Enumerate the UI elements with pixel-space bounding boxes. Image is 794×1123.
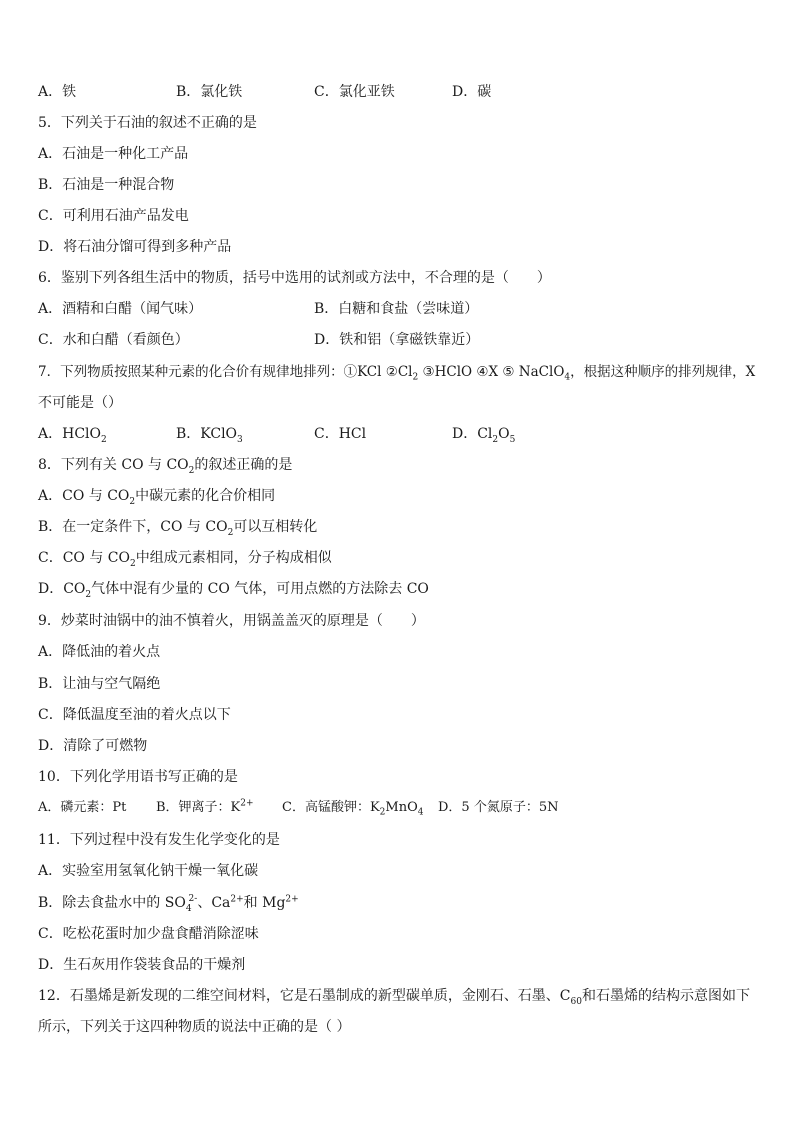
- q8-option-a: A．CO 与 $CO_2$中碳元素的化合价相同: [38, 488, 276, 507]
- q12-stem: 12．石墨烯是新发现的二维空间材料，它是石墨制成的新型碳单质，金刚石、石墨、$C_{60}$和石墨烯的结构示意图如下所示，下列关于这四种物质的说法中正确的是（ ）: [38, 988, 750, 1035]
- q10-option-c: C．高锰酸钾：$K_2MnO_4$: [282, 800, 424, 818]
- q4-option-c: C．氯化亚铁: [314, 84, 395, 100]
- q10-option-b: B．钾离子：$K^{2+}$: [156, 798, 254, 815]
- q8-option-b: B．在一定条件下，CO 与 $CO_2$可以互相转化: [38, 519, 318, 538]
- q6-option-b: B．白糖和食盐（尝味道）: [314, 301, 479, 317]
- q4-option-d: D．碳: [452, 84, 492, 100]
- q9-option-b: B．让油与空气隔绝: [38, 676, 161, 692]
- q10-option-d: D．5 个氮原子：5N: [438, 800, 559, 815]
- q9-option-a: A．降低油的着火点: [38, 644, 161, 660]
- q7-option-c: C．HCl: [314, 426, 367, 442]
- q5-stem: 5．下列关于石油的叙述不正确的是: [38, 115, 257, 131]
- q11-option-a: A．实验室用氢氧化钠干燥一氧化碳: [38, 863, 259, 879]
- q8-option-d: D．$CO_2$气体中混有少量的 CO 气体，可用点燃的方法除去 CO: [38, 581, 429, 600]
- q5-option-d: D．将石油分馏可得到多种产品: [38, 239, 232, 255]
- q5-option-b: B．石油是一种混合物: [38, 177, 175, 193]
- q7-stem: 7．下列物质按照某种元素的化合价有规律地排列：①KCl $②Cl_2$ ③HClO ④X ⑤ NaClO$_4$，根据这种顺序的排列规律，X: [38, 364, 756, 383]
- q10-option-a: A．磷元素：Pt: [38, 800, 127, 815]
- q4-option-b: B．氯化铁: [176, 84, 243, 100]
- q8-option-c: C．CO 与 $CO_2$中组成元素相同，分子构成相似: [38, 550, 332, 569]
- q5-option-c: C．可利用石油产品发电: [38, 208, 189, 224]
- q4-option-a: A．铁: [38, 84, 77, 100]
- q7-option-a: A．HClO$_2$: [38, 426, 107, 445]
- q6-option-d: D．铁和铝（拿磁铁靠近）: [314, 332, 480, 348]
- q11-stem: 11．下列过程中没有发生化学变化的是: [38, 832, 280, 848]
- q7-stem-cont: 不可能是（）: [38, 395, 122, 411]
- q6-option-a: A．酒精和白醋（闻气味）: [38, 301, 203, 317]
- q5-option-a: A．石油是一种化工产品: [38, 146, 189, 162]
- q8-stem: 8．下列有关 CO 与 $CO_2$的叙述正确的是: [38, 457, 293, 476]
- q7-option-d: D．$Cl_2O_5$: [452, 426, 516, 445]
- q11-option-b: B．除去食盐水中的 $SO_4^{2-}$、$Ca^{2+}$和 $Mg^{2+}$: [38, 894, 299, 914]
- q6-option-c: C．水和白醋（看颜色）: [38, 332, 189, 348]
- q10-stem: 10．下列化学用语书写正确的是: [38, 769, 238, 785]
- q7-option-b: B．KClO$_3$: [176, 426, 243, 445]
- q9-option-c: C．降低温度至油的着火点以下: [38, 707, 231, 723]
- q11-option-c: C．吃松花蛋时加少盘食醋消除涩味: [38, 926, 259, 942]
- q9-option-d: D．清除了可燃物: [38, 738, 148, 754]
- q6-stem: 6．鉴别下列各组生活中的物质，括号中选用的试剂或方法中，不合理的是（ ）: [38, 270, 551, 286]
- q9-stem: 9．炒菜时油锅中的油不慎着火，用锅盖盖灭的原理是（ ）: [38, 613, 425, 629]
- q11-option-d: D．生石灰用作袋装食品的干燥剂: [38, 957, 246, 973]
